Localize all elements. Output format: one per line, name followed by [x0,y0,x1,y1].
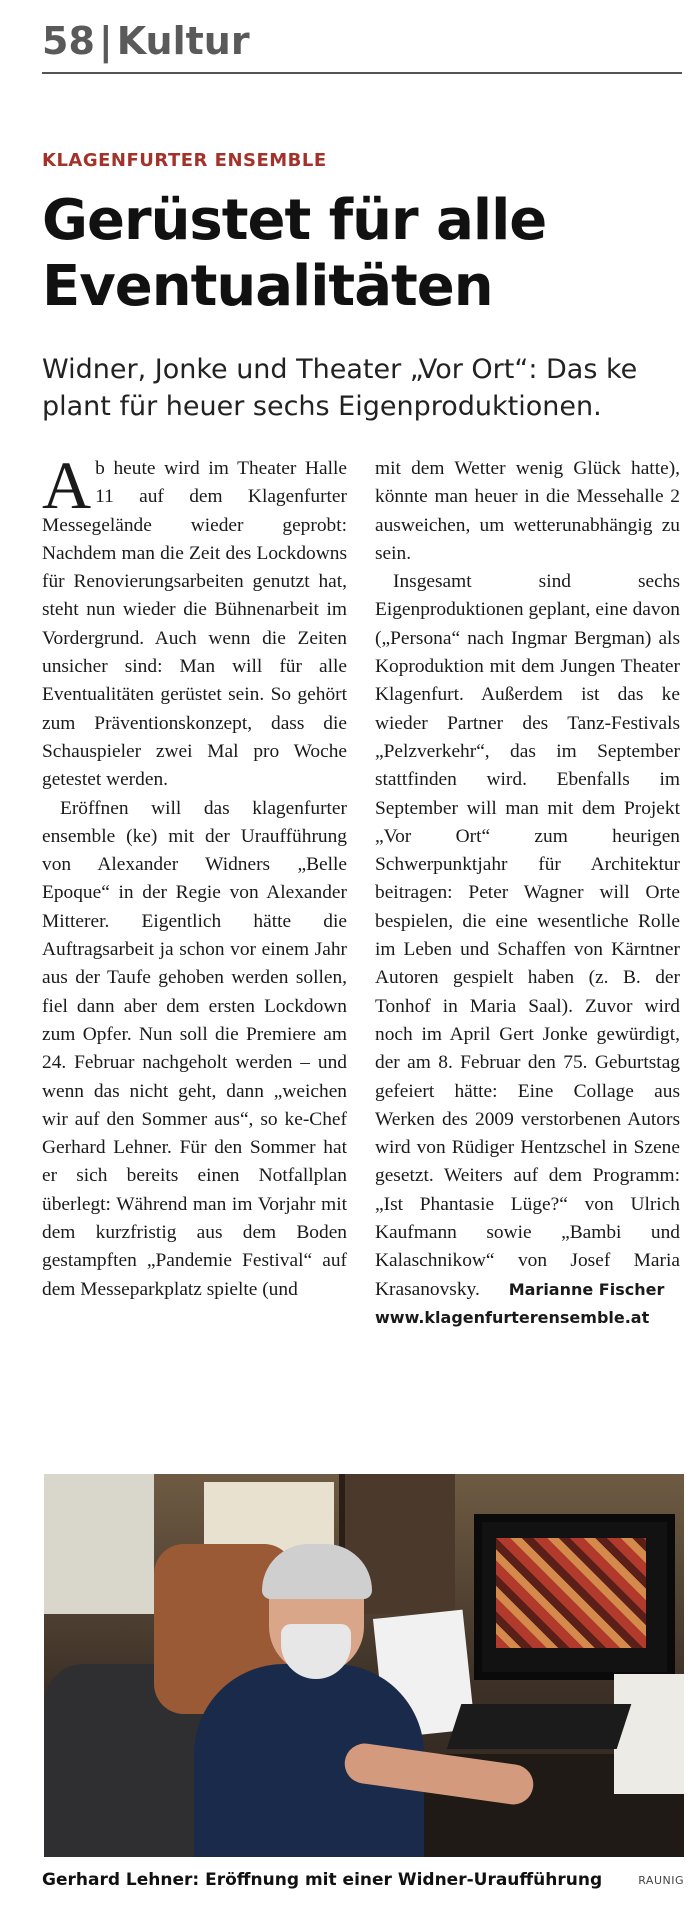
kicker: KLAGENFURTER ENSEMBLE [42,150,327,171]
photo-credit: RAUNIG [638,1874,684,1887]
article-paragraph: Eröffnen will das klagenfurter ensemble (ke) mit der Uraufführung von Alexander Widners „Belle Epoque“ in der Regie von Alexander Mitterer. Eigentlich hätte die Auftragsarbeit ja schon vor einem Jahr aus der Taufe gehoben werden sollen, fiel dann aber dem ersten Lockdown zum Opfer. Nun soll die Premiere am 24. Februar nachgeholt werden – und wenn das nicht geht, dann „weichen wir auf den Sommer aus“, so ke-Chef Gerhard Lehner. Für den Sommer hat er sich bereits einen Notfallplan überlegt: Während man im Vorjahr mit dem kurzfristig aus dem Boden gestampften „Pandemie Festival“ auf dem Messeparkplatz spielte (und [42,797,347,1300]
photo-window [44,1474,154,1614]
photo-monitor-screen [496,1538,646,1648]
article-paragraph: mit dem Wetter wenig Glück hatte), könnte man heuer in die Messehalle 2 ausweichen, um wetterunabhängig zu sein. [375,458,680,564]
header-separator: | [98,19,113,63]
article-paragraph [42,447,347,795]
website-link[interactable]: www.klagenfurterensemble.at [375,1307,650,1327]
photo-papers [614,1674,684,1794]
page-header [42,10,682,74]
page-number: 58 [42,19,95,63]
article-column-right [375,455,680,1332]
caption-text: Gerhard Lehner: Eröffnung mit einer Widner-Uraufführung [42,1870,603,1890]
section-name: Kultur [116,19,250,63]
author-byline: Marianne Fischer [508,1279,665,1299]
photo-monitor [474,1514,675,1680]
paragraph-text: Insgesamt sind sechs Eigenproduktionen geplant, eine davon („Persona“ nach Ingmar Bergman) als Koproduktion mit dem Jungen Theater Klagenfurt. Außerdem ist das ke wieder Partner des Tanz-Festivals „Pelzverkehr“, das im September stattfinden wird. Ebenfalls im September will man mit dem Projekt „Vor Ort“ zum heurigen Schwerpunktjahr für Architektur beitragen: Peter Wagner will Orte bespielen, die eine wesentliche Rolle im Leben und Schaffen von Kärntner Autoren gespielt haben (z. B. der Tonhof in Maria Saal). Zuvor wird noch im April Gert Jonke gewürdigt, der am 8. Februar den 75. Geburtstag gefeiert hätte: Eine Collage aus Werken des 2009 verstorbenen Autors wird von Rüdiger Hentzschel in Szene gesetzt. Weiters auf dem Programm: „Ist Phantasie Lüge?“ von Ulrich Kaufmann sowie „Bambi und Kalaschnikow“ von Josef Maria Krasanovsky. [375,571,680,1300]
photo-caption [42,1870,684,1890]
photo-keyboard [447,1704,632,1749]
headline [42,188,682,320]
article-paragraph [375,568,680,1304]
subheadline: Widner, Jonke und Theater „Vor Ort“: Das ke plant für heuer sechs Eigenproduktionen. [42,354,638,422]
paragraph-text: b heute wird im Theater Halle 11 auf dem Klagenfurter Messegelände wieder geprobt: Nachdem man die Zeit des Lockdowns für Renovierungsarbeiten genutzt hat, steht nun wieder die Bühnenarbeit im Vordergrund. Auch wenn die Zeiten unsicher sind: Man will für alle Eventualitäten gerüstet sein. So gehört zum Präventionskonzept, dass die Schauspieler zwei Mal pro Woche getestet werden. [42,458,347,791]
article-column-left [42,447,347,1304]
headline-line-1: Gerüstet für alle [42,188,547,253]
drop-cap: A [42,447,92,523]
headline-line-2: Eventualitäten [42,254,493,319]
article-photo [44,1474,684,1857]
